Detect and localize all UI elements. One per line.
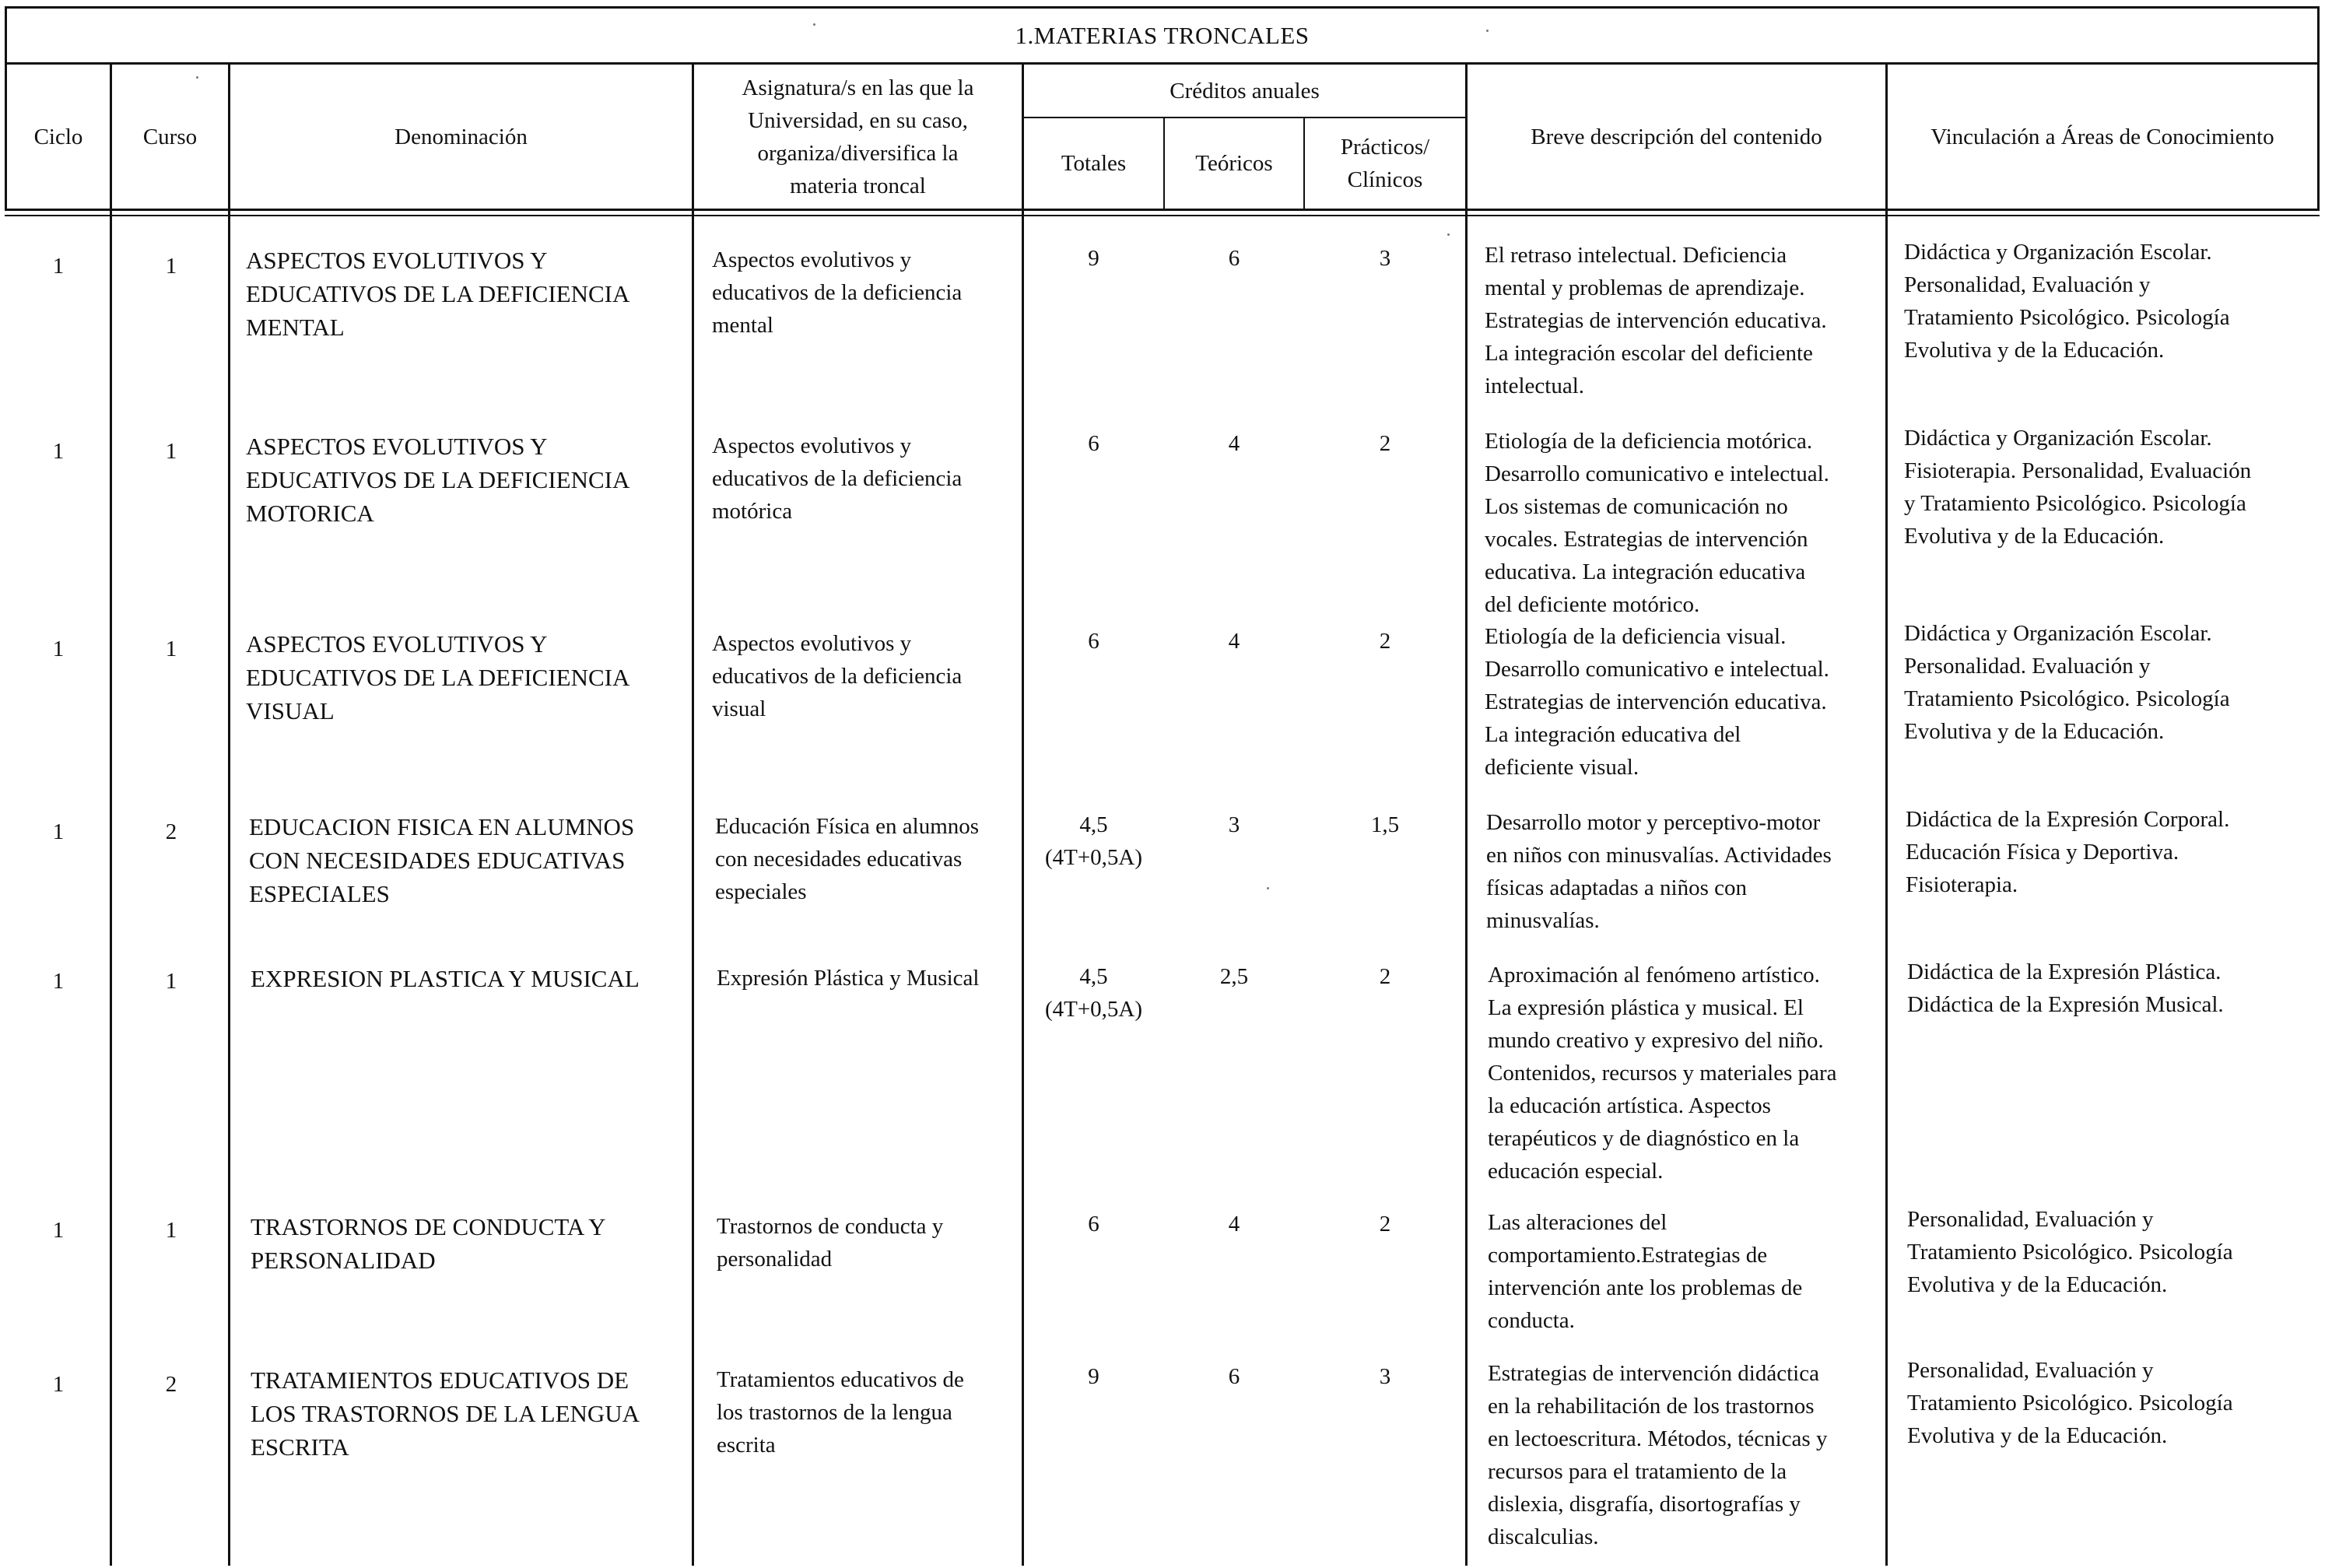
- cell-totales: 6: [1088, 431, 1099, 456]
- col-divider-practicos: [1465, 62, 1468, 1566]
- cell-practicos: 1,5: [1370, 812, 1400, 837]
- scan-speck: [813, 23, 815, 26]
- header-curso: Curso: [142, 124, 198, 149]
- header-bottom-border: [5, 209, 2320, 211]
- col-divider-curso: [228, 62, 230, 1566]
- cell-ciclo: 1: [52, 1218, 65, 1243]
- header-vinculacion: Vinculación a Áreas de Conocimiento: [1930, 124, 2274, 149]
- cell-curso: 1: [165, 1218, 177, 1243]
- cell-asignatura: Aspectos evolutivos y educativos de la deficiencia mental: [712, 247, 963, 338]
- header-practicos: Prácticos/ Clínicos: [1340, 135, 1430, 192]
- cell-descripcion: Estrategias de intervención didáctica en la rehabilitación de los trastornos en lectoescritura. Métodos, técnicas y recursos para el tratamiento de la dislexia, disgrafía, disortografías y discalculias.: [1488, 1361, 1828, 1549]
- cell-vinculacion: Didáctica y Organización Escolar. Personalidad, Evaluación y Tratamiento Psicológico. Psicología Evolutiva y de la Educación.: [1904, 240, 2230, 363]
- cell-totales: 4,5 (4T+0,5A): [1044, 964, 1143, 1022]
- cell-curso: 2: [165, 1372, 177, 1397]
- header-denominacion: Denominación: [395, 124, 528, 149]
- cell-ciclo: 1: [52, 819, 65, 844]
- cell-ciclo: 1: [52, 969, 65, 994]
- cell-teoricos: 3: [1228, 812, 1240, 837]
- cell-denominacion: TRASTORNOS DE CONDUCTA Y PERSONALIDAD: [251, 1213, 606, 1274]
- cell-practicos: 3: [1379, 1364, 1391, 1389]
- cell-curso: 1: [165, 254, 177, 279]
- cell-totales: 6: [1088, 629, 1099, 654]
- cell-teoricos: 4: [1228, 629, 1240, 654]
- col-divider-ciclo: [110, 62, 112, 1566]
- header-ciclo: Ciclo: [33, 124, 83, 149]
- scan-speck: [1486, 30, 1489, 32]
- cell-descripcion: Etiología de la deficiencia motórica. Desarrollo comunicativo e intelectual. Los sistemas de comunicación no vocales. Estrategias de intervención educativa. La integración educativa del deficiente motórico.: [1485, 429, 1829, 617]
- cell-vinculacion: Personalidad, Evaluación y Tratamiento Psicológico. Psicología Evolutiva y de la Educación.: [1907, 1207, 2233, 1297]
- cell-denominacion: EXPRESION PLASTICA Y MUSICAL: [251, 965, 640, 992]
- cell-asignatura: Expresión Plástica y Musical: [717, 966, 980, 991]
- cell-vinculacion: Personalidad, Evaluación y Tratamiento Psicológico. Psicología Evolutiva y de la Educación.: [1907, 1358, 2233, 1448]
- cell-practicos: 2: [1379, 1212, 1391, 1237]
- header-bottom-border-2: [5, 215, 2320, 216]
- table-title: 1.MATERIAS TRONCALES: [1015, 21, 1310, 49]
- cell-descripcion: Aproximación al fenómeno artístico. La expresión plástica y musical. El mundo creativo y expresivo del niño. Contenidos, recursos y materiales para la educación artística. Aspectos terapéuticos y de diagnóstico en la educación especial.: [1488, 963, 1837, 1184]
- cell-teoricos: 4: [1228, 431, 1240, 456]
- header-totales: Totales: [1061, 151, 1127, 176]
- cell-asignatura: Tratamientos educativos de los trastornos de la lengua escrita: [717, 1367, 964, 1458]
- cell-curso: 1: [165, 439, 177, 464]
- cell-teoricos: 6: [1228, 1364, 1240, 1389]
- cell-asignatura: Educación Física en alumnos con necesidades educativas especiales: [715, 814, 980, 904]
- header-teoricos: Teóricos: [1195, 151, 1273, 176]
- cell-descripcion: El retraso intelectual. Deficiencia mental y problemas de aprendizaje. Estrategias de intervención educativa. La integración escolar del deficiente intelectual.: [1485, 243, 1827, 398]
- cell-vinculacion: Didáctica y Organización Escolar. Personalidad. Evaluación y Tratamiento Psicológico. Psicología Evolutiva y de la Educación.: [1904, 621, 2230, 744]
- scan-speck: [1267, 887, 1269, 889]
- cell-curso: 2: [165, 819, 177, 844]
- cell-practicos: 3: [1379, 246, 1391, 271]
- cell-denominacion: TRATAMIENTOS EDUCATIVOS DE LOS TRASTORNOS DE LA LENGUA ESCRITA: [251, 1366, 640, 1461]
- cell-denominacion: ASPECTOS EVOLUTIVOS Y EDUCATIVOS DE LA DEFICIENCIA VISUAL: [246, 630, 630, 724]
- cell-ciclo: 1: [52, 637, 65, 661]
- cell-teoricos: 2,5: [1219, 964, 1249, 989]
- cell-totales: 4,5 (4T+0,5A): [1044, 812, 1143, 870]
- cell-teoricos: 6: [1228, 246, 1240, 271]
- cell-asignatura: Trastornos de conducta y personalidad: [717, 1214, 944, 1272]
- table-right-border: [2317, 6, 2320, 211]
- cell-teoricos: 4: [1228, 1212, 1240, 1237]
- cell-curso: 1: [165, 969, 177, 994]
- cell-descripcion: Las alteraciones del comportamiento.Estrategias de intervención ante los problemas de conducta.: [1488, 1210, 1803, 1333]
- cell-denominacion: EDUCACION FISICA EN ALUMNOS CON NECESIDADES EDUCATIVAS ESPECIALES: [249, 813, 635, 907]
- cell-ciclo: 1: [52, 1372, 65, 1397]
- cell-descripcion: Desarrollo motor y perceptivo-motor en niños con minusvalías. Actividades físicas adaptadas a niños con minusvalías.: [1486, 810, 1832, 933]
- header-creditos-anuales: Créditos anuales: [1170, 78, 1320, 103]
- cell-vinculacion: Didáctica y Organización Escolar. Fisioterapia. Personalidad, Evaluación y Tratamiento Psicológico. Psicología Evolutiva y de la Educación.: [1904, 426, 2252, 549]
- cell-vinculacion: Didáctica de la Expresión Plástica. Didáctica de la Expresión Musical.: [1907, 959, 2224, 1017]
- cell-denominacion: ASPECTOS EVOLUTIVOS Y EDUCATIVOS DE LA DEFICIENCIA MENTAL: [246, 247, 630, 341]
- cell-ciclo: 1: [52, 439, 65, 464]
- cell-asignatura: Aspectos evolutivos y educativos de la deficiencia motórica: [712, 433, 963, 524]
- cell-curso: 1: [165, 637, 177, 661]
- col-divider-descripcion: [1885, 62, 1888, 1566]
- cell-descripcion: Etiología de la deficiencia visual. Desarrollo comunicativo e intelectual. Estrategias de intervención educativa. La integración educativa del deficiente visual.: [1485, 624, 1829, 780]
- scan-speck: [1447, 233, 1450, 236]
- cell-totales: 6: [1088, 1212, 1099, 1237]
- cell-practicos: 2: [1379, 964, 1391, 989]
- cell-ciclo: 1: [52, 254, 65, 279]
- header-descripcion: Breve descripción del contenido: [1531, 124, 1822, 149]
- cell-practicos: 2: [1379, 431, 1391, 456]
- cell-asignatura: Aspectos evolutivos y educativos de la deficiencia visual: [712, 631, 963, 721]
- cell-totales: 9: [1088, 246, 1099, 271]
- cell-totales: 9: [1088, 1364, 1099, 1389]
- header-asignatura: Asignatura/s en las que la Universidad, en su caso, organiza/diversifica la materia troncal: [742, 75, 974, 198]
- cell-practicos: 2: [1379, 629, 1391, 654]
- cell-vinculacion: Didáctica de la Expresión Corporal. Educación Física y Deportiva. Fisioterapia.: [1906, 807, 2230, 897]
- scan-speck: [196, 76, 198, 79]
- cell-denominacion: ASPECTOS EVOLUTIVOS Y EDUCATIVOS DE LA DEFICIENCIA MOTORICA: [246, 433, 630, 527]
